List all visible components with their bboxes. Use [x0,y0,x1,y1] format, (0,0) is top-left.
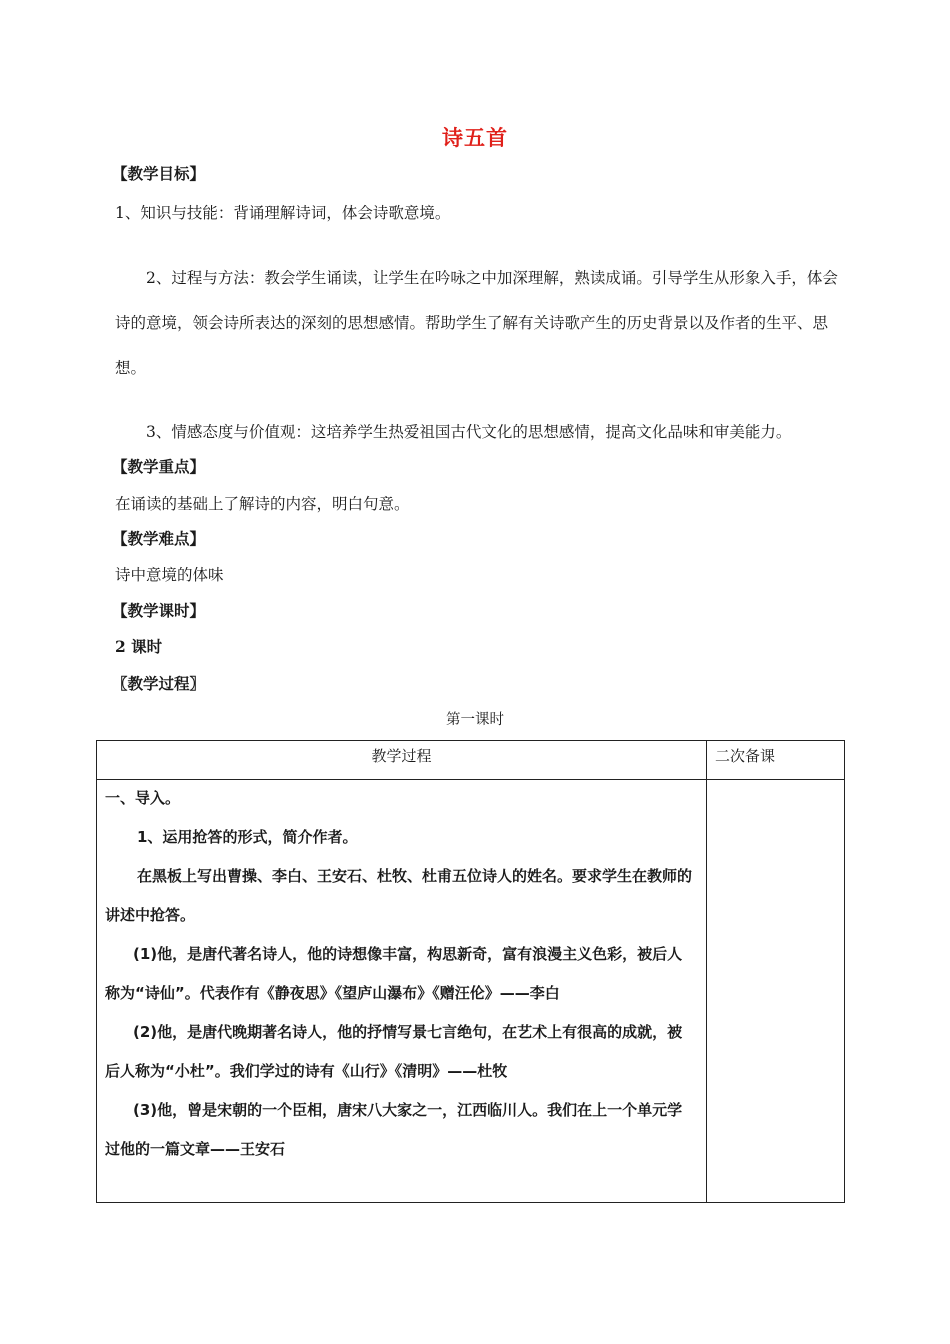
goals-heading: 【教学目标】 [112,164,206,183]
step-1: 1、运用抢答的形式，简介作者。 [137,828,358,846]
header-second-prep: 二次备课 [715,747,776,765]
process-heading: 〖教学过程〗 [112,674,206,693]
difficulty-text: 诗中意境的体味 [115,566,224,584]
header-teaching-process: 教学过程 [371,747,432,765]
hours-heading: 【教学课时】 [112,601,206,620]
question-3: (3)他，曾是宋朝的一个臣相，唐宋八大家之一，江西临川人。我们在上一个单元学过他的一篇文章——王安石 [105,1101,683,1158]
hours-text: 2 课时 [115,637,163,656]
step-1-detail: 在黑板上写出曹操、李白、王安石、杜牧、杜甫五位诗人的姓名。要求学生在教师的讲述中抢答。 [105,867,693,924]
teaching-process-cell [105,779,695,1169]
focus-text: 在诵读的基础上了解诗的内容，明白句意。 [115,495,410,513]
section-intro: 一、导入。 [105,789,181,807]
column-divider [706,741,707,1202]
question-1: (1)他，是唐代著名诗人，他的诗想像丰富，构思新奇，富有浪漫主义色彩，被后人称为“诗仙”。代表作有《静夜思》《望庐山瀑布》《赠汪伦》——李白 [105,945,683,1002]
page-title: 诗五首 [442,125,508,150]
focus-heading: 【教学重点】 [112,457,206,476]
goal-item-3: 3、情感态度与价值观：这培养学生热爱祖国古代文化的思想感情，提高文化品味和审美能力。 [146,423,792,441]
difficulty-heading: 【教学难点】 [112,529,206,548]
goal-item-1: 1、知识与技能：背诵理解诗词，体会诗歌意境。 [115,204,451,222]
table-header-row [97,741,844,780]
session-title: 第一课时 [446,712,504,728]
lesson-table [96,740,845,1203]
question-2: (2)他，是唐代晚期著名诗人，他的抒情写景七言绝句，在艺术上有很高的成就，被后人称为“小杜”。我们学过的诗有《山行》《清明》——杜牧 [105,1023,683,1080]
goal-item-2: 2、过程与方法：教会学生诵读，让学生在吟咏之中加深理解，熟读成诵。引导学生从形象入手，体会诗的意境，领会诗所表达的深刻的思想感情。帮助学生了解有关诗歌产生的历史背景以及作者的生平、思想。 [115,269,838,377]
